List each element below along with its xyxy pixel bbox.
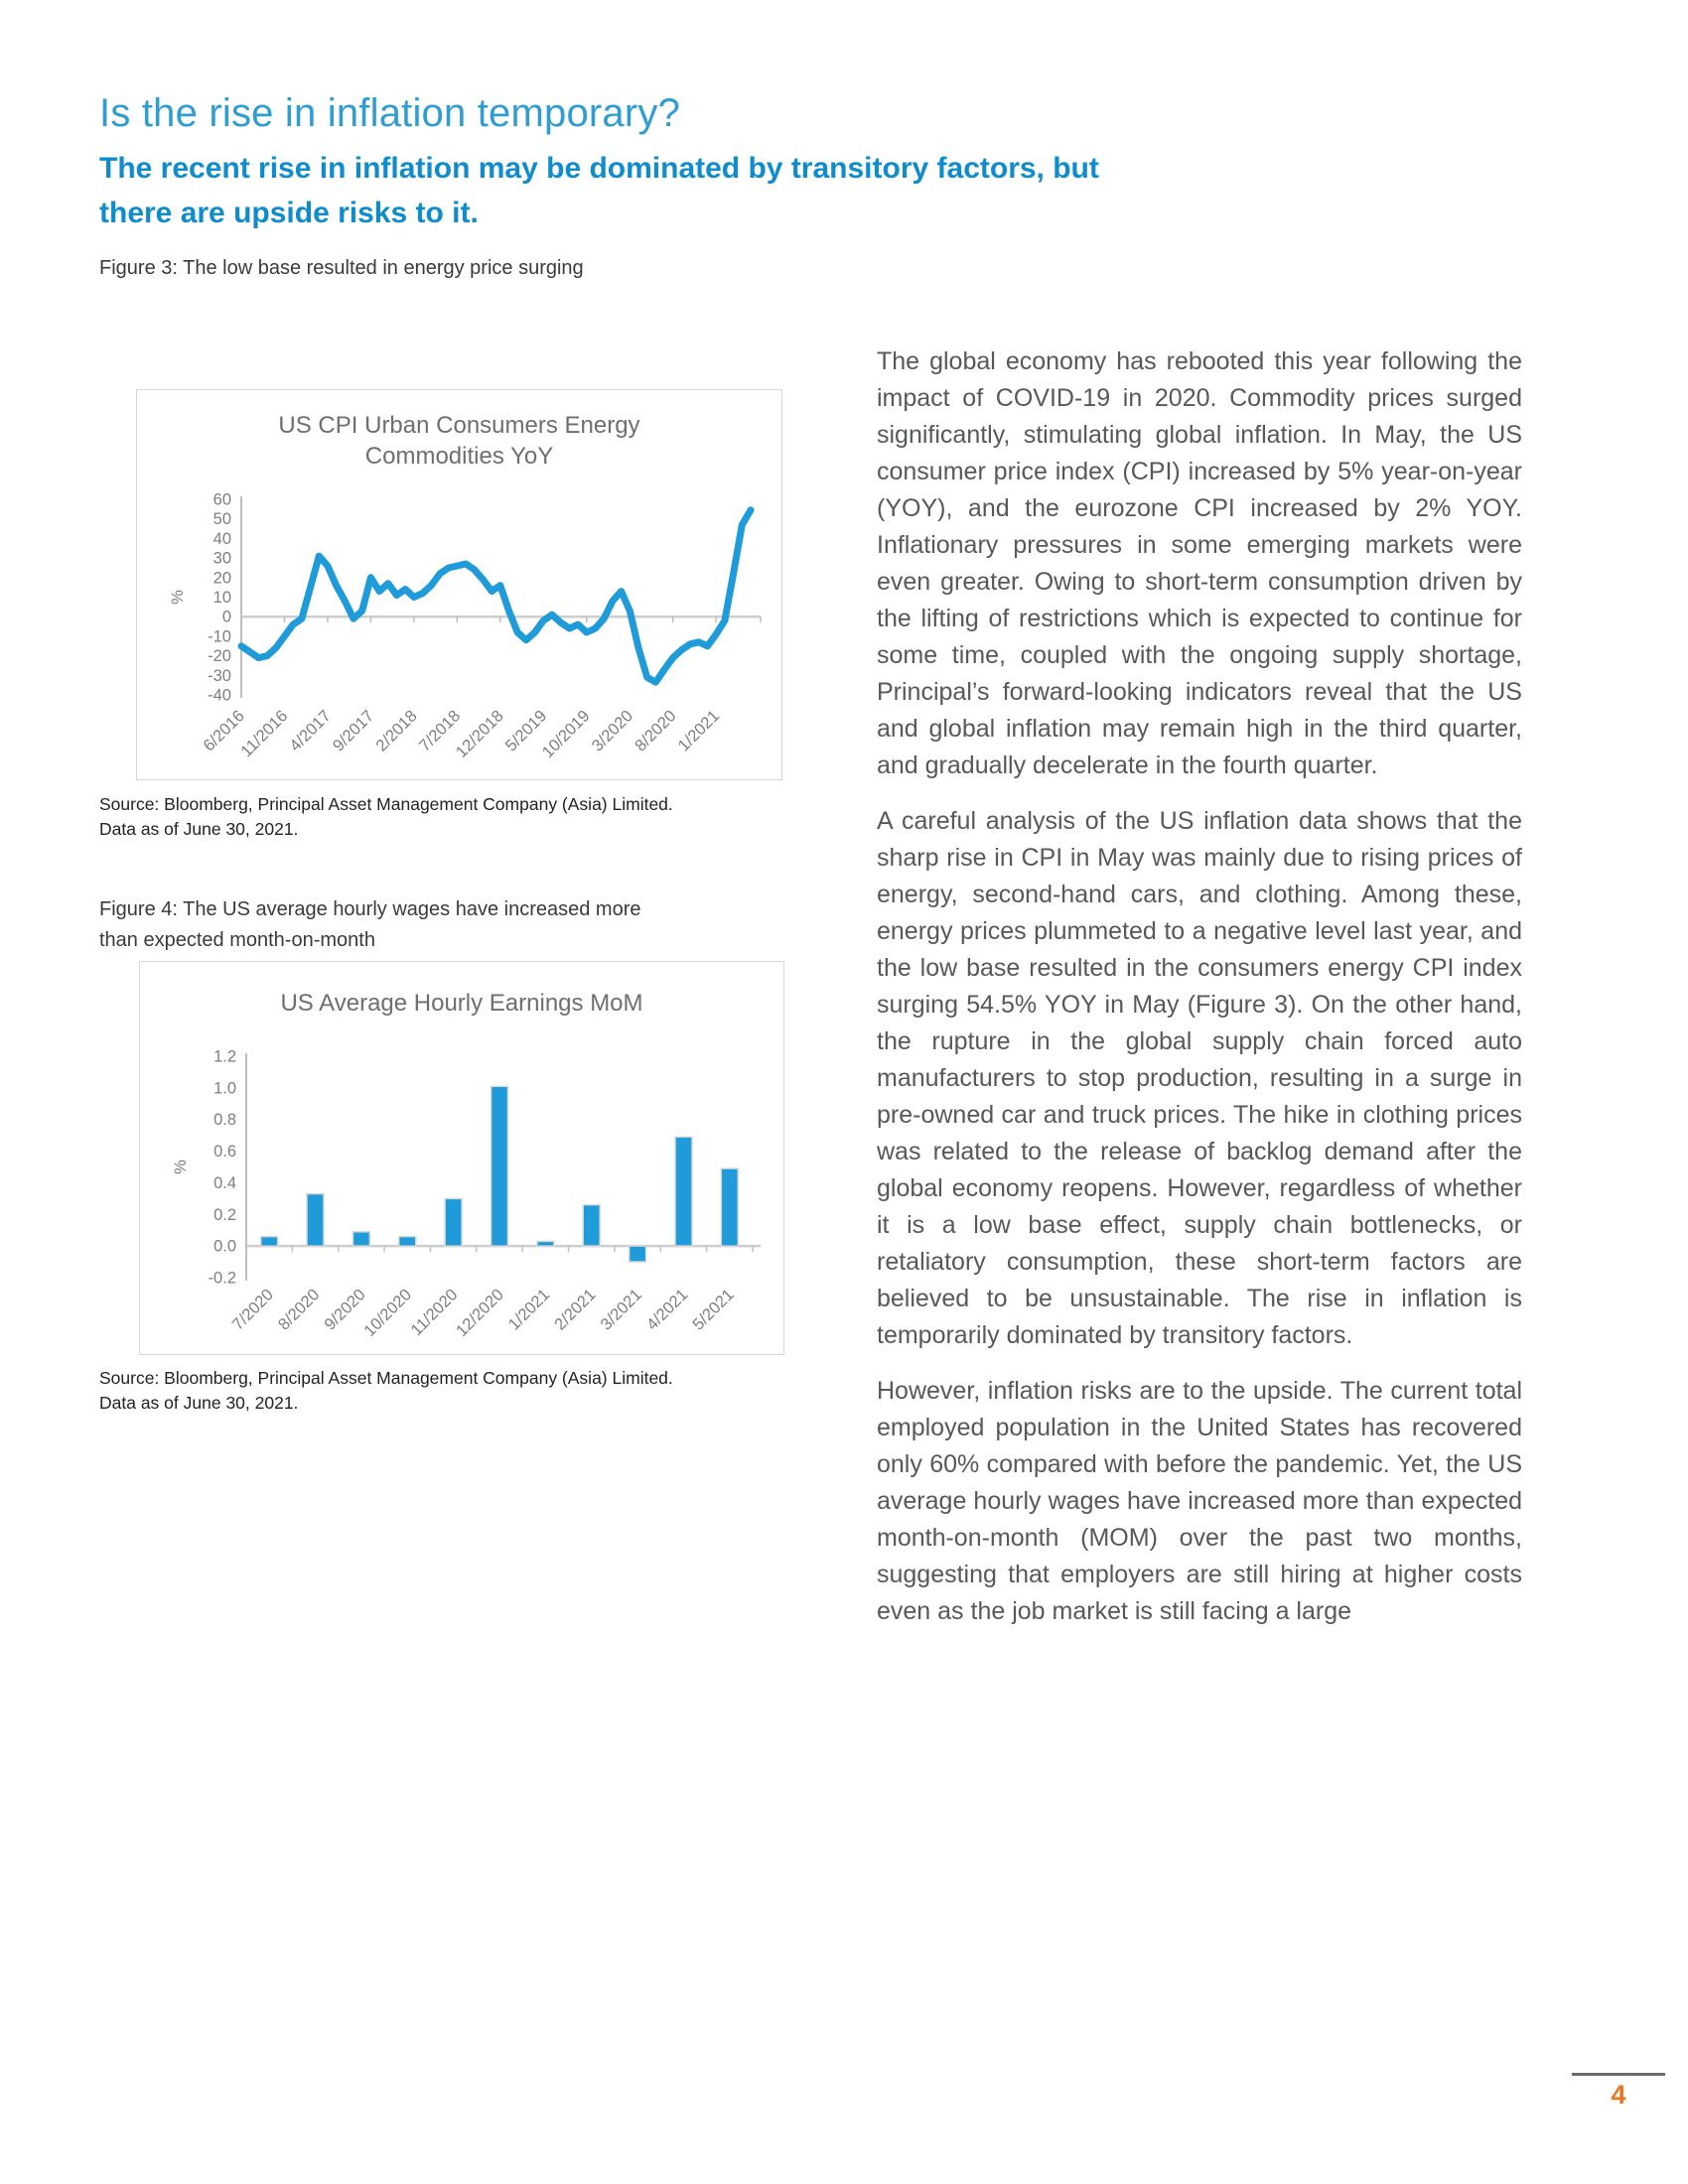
body-paragraph-1: The global economy has rebooted this year following the impact of COVID-19 in 2020. Commodity prices surged significantly, stimulating global inflation. In May, the US consumer price index (CPI) increased by 5% year-on-year (YOY), and the eurozone CPI increased by 2% YOY. Inflationary pressures in some emerging markets were even greater. Owing to short-term consumption driven by the lifting of restrictions which is expected to continue for some time, coupled with the ongoing supply shortage, Principal’s forward-looking indicators reveal that the US and global inflation may remain high in the third quarter, and gradually decelerate in the fourth quarter. [877, 347, 1522, 779]
earnings-mom-bar [492, 1086, 508, 1246]
x-tick-label: 4/2021 [642, 1286, 692, 1334]
earnings-mom-bar [675, 1137, 692, 1246]
x-tick-label: 7/2020 [228, 1286, 278, 1334]
x-tick-label: 11/2020 [407, 1286, 462, 1340]
y-tick-label: -0.2 [208, 1269, 236, 1288]
figure4-bar-chart [140, 1039, 783, 1352]
x-tick-label: 11/2016 [237, 707, 292, 761]
x-tick-label: 1/2021 [674, 707, 724, 755]
figure3-source-line1: Source: Bloomberg, Principal Asset Management Company (Asia) Limited. [99, 794, 673, 814]
page-number: 4 [1611, 2080, 1626, 2110]
y-tick-label: 40 [212, 529, 231, 548]
y-tick-label: -10 [208, 627, 231, 646]
figure4-source-line1: Source: Bloomberg, Principal Asset Management Company (Asia) Limited. [99, 1368, 673, 1388]
earnings-mom-bar [399, 1237, 416, 1247]
x-tick-label: 10/2020 [360, 1286, 416, 1341]
x-tick-label: 6/2016 [200, 707, 248, 755]
earnings-mom-bar [445, 1198, 462, 1246]
page-title: Is the rise in inflation temporary? [99, 91, 681, 135]
figure4-source-line2: Data as of June 30, 2021. [99, 1393, 299, 1413]
figure3-chart-title: US CPI Urban Consumers Energy Commodities YoY [278, 412, 640, 470]
y-tick-label: 0.8 [213, 1111, 236, 1130]
x-tick-label: 2/2018 [372, 707, 421, 755]
y-tick-label: -30 [208, 666, 231, 685]
x-tick-label: 8/2020 [632, 707, 680, 755]
body-paragraph-3: However, inflation risks are to the upside. The current total employed population in the United States has recovered only 60% compared with before the pandemic. Yet, the US average hourly wages have increased more than expected month-on-month (MOM) over the past two months, suggesting that employers are still hiring at higher costs even as the job market is still facing a large [877, 1377, 1522, 1625]
figure3-chart-card [136, 389, 782, 780]
cpi-energy-yoy-line [241, 510, 751, 682]
earnings-mom-bar [583, 1205, 600, 1246]
y-tick-label: 50 [212, 510, 231, 529]
x-tick-label: 9/2020 [321, 1286, 369, 1334]
x-tick-label: 3/2020 [588, 707, 637, 755]
y-tick-label: 1.0 [213, 1079, 236, 1098]
figure4-chart-card [139, 961, 784, 1355]
x-tick-label: 9/2017 [329, 707, 378, 755]
body-text-column [877, 343, 1522, 1649]
figure3-source [99, 792, 673, 842]
y-tick-label: 20 [212, 569, 231, 588]
earnings-mom-bar [307, 1194, 324, 1247]
x-tick-label: 5/2019 [501, 707, 551, 755]
figure4-chart-title: US Average Hourly Earnings MoM [280, 990, 643, 1017]
y-tick-label: 0 [221, 608, 231, 626]
y-axis-unit: % [169, 590, 187, 605]
y-axis-unit: % [172, 1160, 190, 1174]
y-tick-label: 0.2 [213, 1205, 236, 1224]
y-tick-label: 60 [212, 490, 231, 509]
figure3-source-line2: Data as of June 30, 2021. [99, 819, 299, 839]
body-paragraph-2: A careful analysis of the US inflation data shows that the sharp rise in CPI in May was mainly due to rising prices of energy, second-hand cars, and clothing. Among these, energy prices plummeted to a negative level last year, and the low base resulted in the consumers energy CPI index surging 54.5% YOY in May (Figure 3). On the other hand, the rupture in the global supply chain forced auto manufacturers to stop production, resulting in a surge in pre-owned car and truck prices. The hike in clothing prices was related to the release of backlog demand after the global economy reopens. However, regardless of whether it is a low base effect, supply chain bottlenecks, or retaliatory consumption, these short-term factors are believed to be unsustainable. The rise in inflation is temporarily dominated by transitory factors. [877, 807, 1522, 1349]
figure4-caption: Figure 4: The US average hourly wages have increased more than expected month-on-month [99, 898, 641, 951]
y-tick-label: -20 [208, 647, 231, 666]
footer-rule [1572, 2073, 1665, 2076]
x-tick-label: 5/2021 [689, 1286, 738, 1334]
earnings-mom-bar [352, 1232, 369, 1246]
figure3-caption: Figure 3: The low base resulted in energy price surging [99, 257, 584, 279]
figure3-line-chart [137, 474, 781, 779]
y-tick-label: 0.0 [213, 1237, 236, 1256]
earnings-mom-bar [721, 1168, 738, 1246]
y-tick-label: 10 [212, 589, 231, 607]
y-tick-label: -40 [208, 686, 231, 705]
y-tick-label: 0.6 [213, 1143, 236, 1161]
y-tick-label: 30 [212, 549, 231, 568]
x-tick-label: 1/2021 [504, 1286, 554, 1334]
x-tick-label: 2/2021 [551, 1286, 600, 1334]
x-tick-label: 10/2019 [538, 707, 594, 762]
earnings-mom-bar [537, 1241, 554, 1246]
page-subtitle: The recent rise in inflation may be dominated by transitory factors, but there are upside risks to it. [99, 152, 1099, 229]
x-tick-label: 12/2020 [452, 1286, 507, 1341]
earnings-mom-bar [261, 1237, 278, 1247]
x-tick-label: 3/2021 [597, 1286, 645, 1334]
x-tick-label: 7/2018 [415, 707, 465, 755]
x-tick-label: 8/2020 [274, 1286, 324, 1334]
y-tick-label: 1.2 [213, 1047, 236, 1066]
x-tick-label: 12/2018 [452, 707, 507, 762]
earnings-mom-bar [630, 1246, 646, 1262]
x-tick-label: 4/2017 [286, 707, 335, 755]
y-tick-label: 0.4 [213, 1173, 236, 1192]
figure4-source [99, 1366, 673, 1416]
